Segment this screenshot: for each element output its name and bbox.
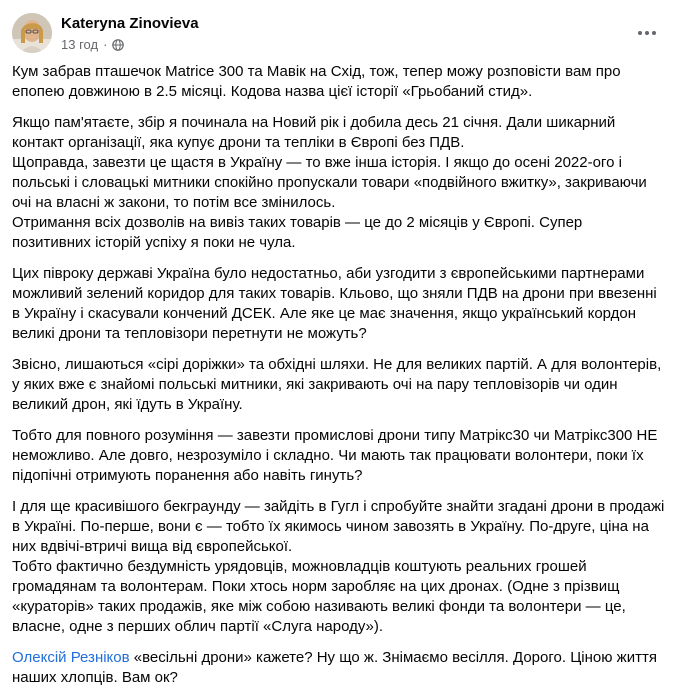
post-paragraph bbox=[12, 264, 665, 344]
post-line: Щоправда, завезти це щастя в Україну — то вже інша історія. І якщо до осені 2022-ого і польські і словацькі митники спокійно пропускали товари «подвійного вжитку», закриваючи очі на власні ж закони, то потім все змінилось. bbox=[12, 154, 647, 211]
post-paragraph bbox=[12, 355, 665, 415]
more-horizontal-icon[interactable] bbox=[629, 15, 665, 51]
meta-separator: · bbox=[103, 37, 108, 52]
post-paragraph bbox=[12, 497, 665, 637]
post-line: Тобто для повного розуміння — завезти промислові дрони типу Матрікс30 чи Матрікс300 НЕ неможливо. Але довго, незрозуміло і складно. Чи мають так працювати волонтери, поки їх підопічні отримують поранення або навіть гинуть? bbox=[12, 427, 658, 484]
post-line: Кум забрав пташечок Matrice 300 та Мавік на Схід, тож, тепер можу розповісти вам про епопею довжиною в 2.5 місяці. Кодова назва цієї історії «Грьобаний стид». bbox=[12, 63, 621, 100]
post-paragraph-final bbox=[12, 648, 665, 688]
post-paragraph bbox=[12, 426, 665, 486]
post-meta bbox=[61, 37, 124, 52]
mention-link[interactable]: Олексій Резніков bbox=[12, 649, 130, 666]
post-paragraph bbox=[12, 62, 665, 102]
post-time[interactable]: 13 год bbox=[61, 37, 99, 52]
post-line: «весільні дрони» кажете? Ну що ж. Знімаємо весілля. Дорого. Ціною життя наших хлопців. Вам ок? bbox=[12, 649, 657, 686]
avatar-image bbox=[12, 13, 52, 53]
avatar[interactable] bbox=[12, 13, 52, 53]
post-line: Якщо пам'ятаєте, збір я починала на Новий рік і добила десь 21 січня. Дали шикарний контакт організації, яка купує дрони та тепліки в Європі без ПДВ. bbox=[12, 114, 616, 151]
post-header bbox=[12, 13, 665, 57]
post-paragraph bbox=[12, 113, 665, 253]
post-line: Звісно, лишаються «сірі доріжки» та обхідні шляхи. Не для великих партій. А для волонтерів, у яких вже є знайомі польські митники, які закривають очі на пару тепловізорів чи один великий дрон, які їдуть в Україну. bbox=[12, 356, 662, 413]
post-line: Цих півроку державі Україна було недостатньо, аби узгодити з європейськими партнерами можливий зелений коридор для таких товарів. Кльово, що зняли ПДВ на дрони при ввезенні в Україну і скасували кончений ДСЕК. Але яке це має значення, якщо український кордон великі дрони та тепловізори перетнути не можуть? bbox=[12, 265, 657, 342]
post-text bbox=[12, 62, 665, 699]
post-line: І для ще красивішого бекграунду — зайдіть в Гугл і спробуйте знайти згадані дрони в продажі в Україні. По-перше, вони є — тобто їх якимось чином завозять в Україну. По-друге, ціна на них вдвічі-втричі вища від європейської. bbox=[12, 498, 665, 555]
globe-icon[interactable] bbox=[112, 39, 124, 51]
author-name[interactable]: Kateryna Zinovieva bbox=[61, 15, 199, 32]
post-line: Отримання всіх дозволів на вивіз таких товарів — це до 2 місяців у Європі. Супер позитивних історій успіху я поки не чула. bbox=[12, 214, 583, 251]
post-line: Тобто фактично бездумність урядовців, можновладців коштують реальних грошей громадянам та волонтерам. Поки хтось норм заробляє на цих дронах. (Одне з прізвищ «кураторів» таких продажів, яке між собою називають великі фонди та волонтери — це, власне, одне з перших облич партії «Слуга народу»). bbox=[12, 558, 626, 635]
